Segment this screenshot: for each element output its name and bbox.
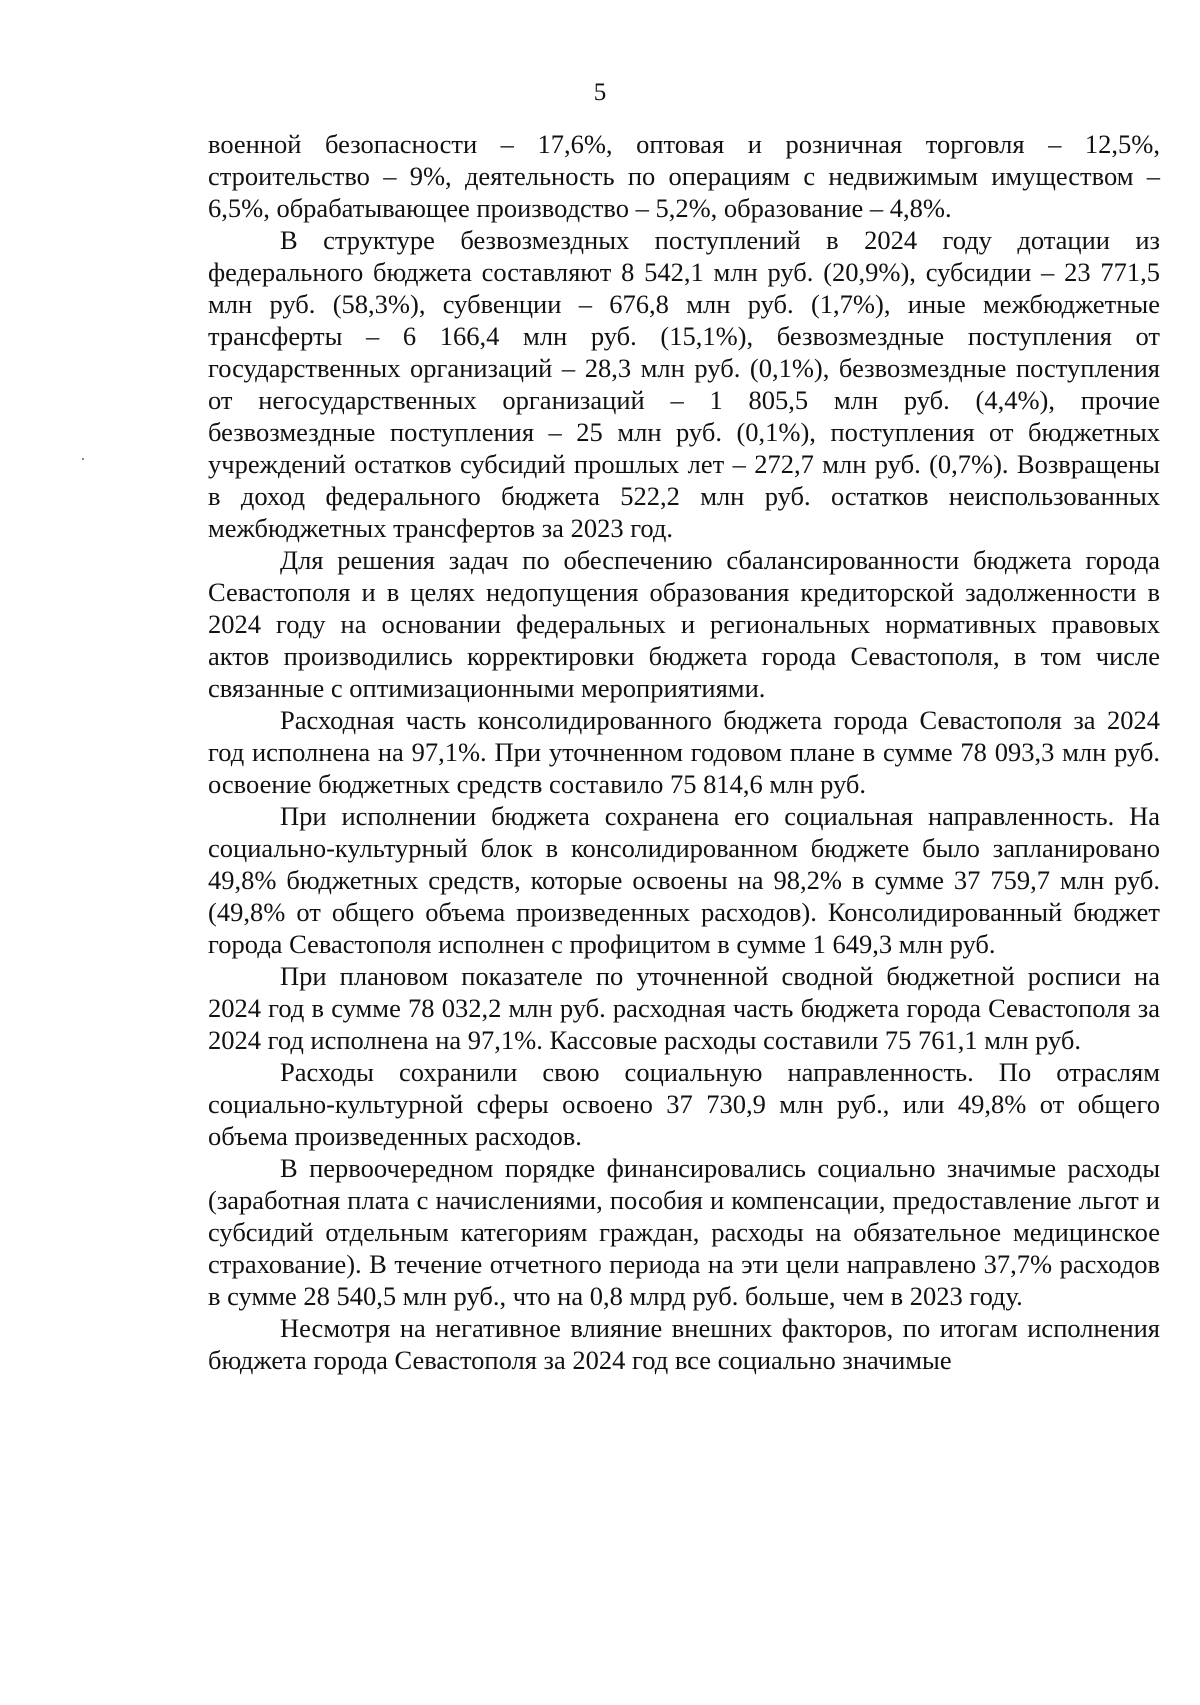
- paragraph-budget-balance: Для решения задач по обеспечению сбалансированности бюджета города Севастополя и в целях недопущения образования кредиторской задолженности в 2024 году на основании федеральных и региональных нормативных правовых актов производились корректировки бюджета города Севастополя, в том числе связанные с оптимизационными мероприятиями.: [208, 545, 1160, 703]
- paragraph-social-cultural-sphere: Расходы сохранили свою социальную направленность. По отраслям социально-культурной сферы освоено 37 730,9 млн руб., или 49,8% от общего объема произведенных расходов.: [208, 1057, 1160, 1151]
- paragraph-consolidated-expenditure: Расходная часть консолидированного бюджета города Севастополя за 2024 год исполнена на 97,1%. При уточненном годовом плане в сумме 78 093,3 млн руб. освоение бюджетных средств составило 75 814,6 млн руб.: [208, 705, 1160, 799]
- paragraph-social-orientation: При исполнении бюджета сохранена его социальная направленность. На социально-культурный блок в консолидированном бюджете было запланировано 49,8% бюджетных средств, которые освоены на 98,2% в сумме 37 759,7 млн руб. (49,8% от общего объема произведенных расходов). Консолидированный бюджет города Севастополя исполнен с профицитом в сумме 1 649,3 млн руб.: [208, 801, 1160, 959]
- page-number: 5: [593, 79, 607, 106]
- paragraph-priority-expenses: В первоочередном порядке финансировались социально значимые расходы (заработная плата с начислениями, пособия и компенсации, предоставление льгот и субсидий отдельным категориям граждан, расходы на обязательное медицинское страхование). В течение отчетного периода на эти цели направлено 37,7% расходов в сумме 28 540,5 млн руб., что на 0,8 млрд руб. больше, чем в 2023 году.: [208, 1153, 1160, 1311]
- paragraph-external-factors: Несмотря на негативное влияние внешних факторов, по итогам исполнения бюджета города Севастополя за 2024 год все социально значимые: [208, 1313, 1160, 1375]
- document-body: [208, 128, 1160, 1376]
- scan-speck: [82, 458, 84, 460]
- paragraph-city-budget-expenditure: При плановом показателе по уточненной сводной бюджетной росписи на 2024 год в сумме 78 032,2 млн руб. расходная часть бюджета города Севастополя за 2024 год исполнена на 97,1%. Кассовые расходы составили 75 761,1 млн руб.: [208, 961, 1160, 1055]
- paragraph-continued-industry-shares: военной безопасности – 17,6%, оптовая и розничная торговля – 12,5%, строительство – 9%, деятельность по операциям с недвижимым имуществом – 6,5%, обрабатывающее производство – 5,2%, образование – 4,8%.: [208, 129, 1160, 223]
- paragraph-gratuitous-receipts: В структуре безвозмездных поступлений в 2024 году дотации из федерального бюджета составляют 8 542,1 млн руб. (20,9%), субсидии – 23 771,5 млн руб. (58,3%), субвенции – 676,8 млн руб. (1,7%), иные межбюджетные трансферты – 6 166,4 млн руб. (15,1%), безвозмездные поступления от государственных организаций – 28,3 млн руб. (0,1%), безвозмездные поступления от негосударственных организаций – 1 805,5 млн руб. (4,4%), прочие безвозмездные поступления – 25 млн руб. (0,1%), поступления от бюджетных учреждений остатков субсидий прошлых лет – 272,7 млн руб. (0,7%). Возвращены в доход федерального бюджета 522,2 млн руб. остатков неиспользованных межбюджетных трансфертов за 2023 год.: [208, 225, 1160, 543]
